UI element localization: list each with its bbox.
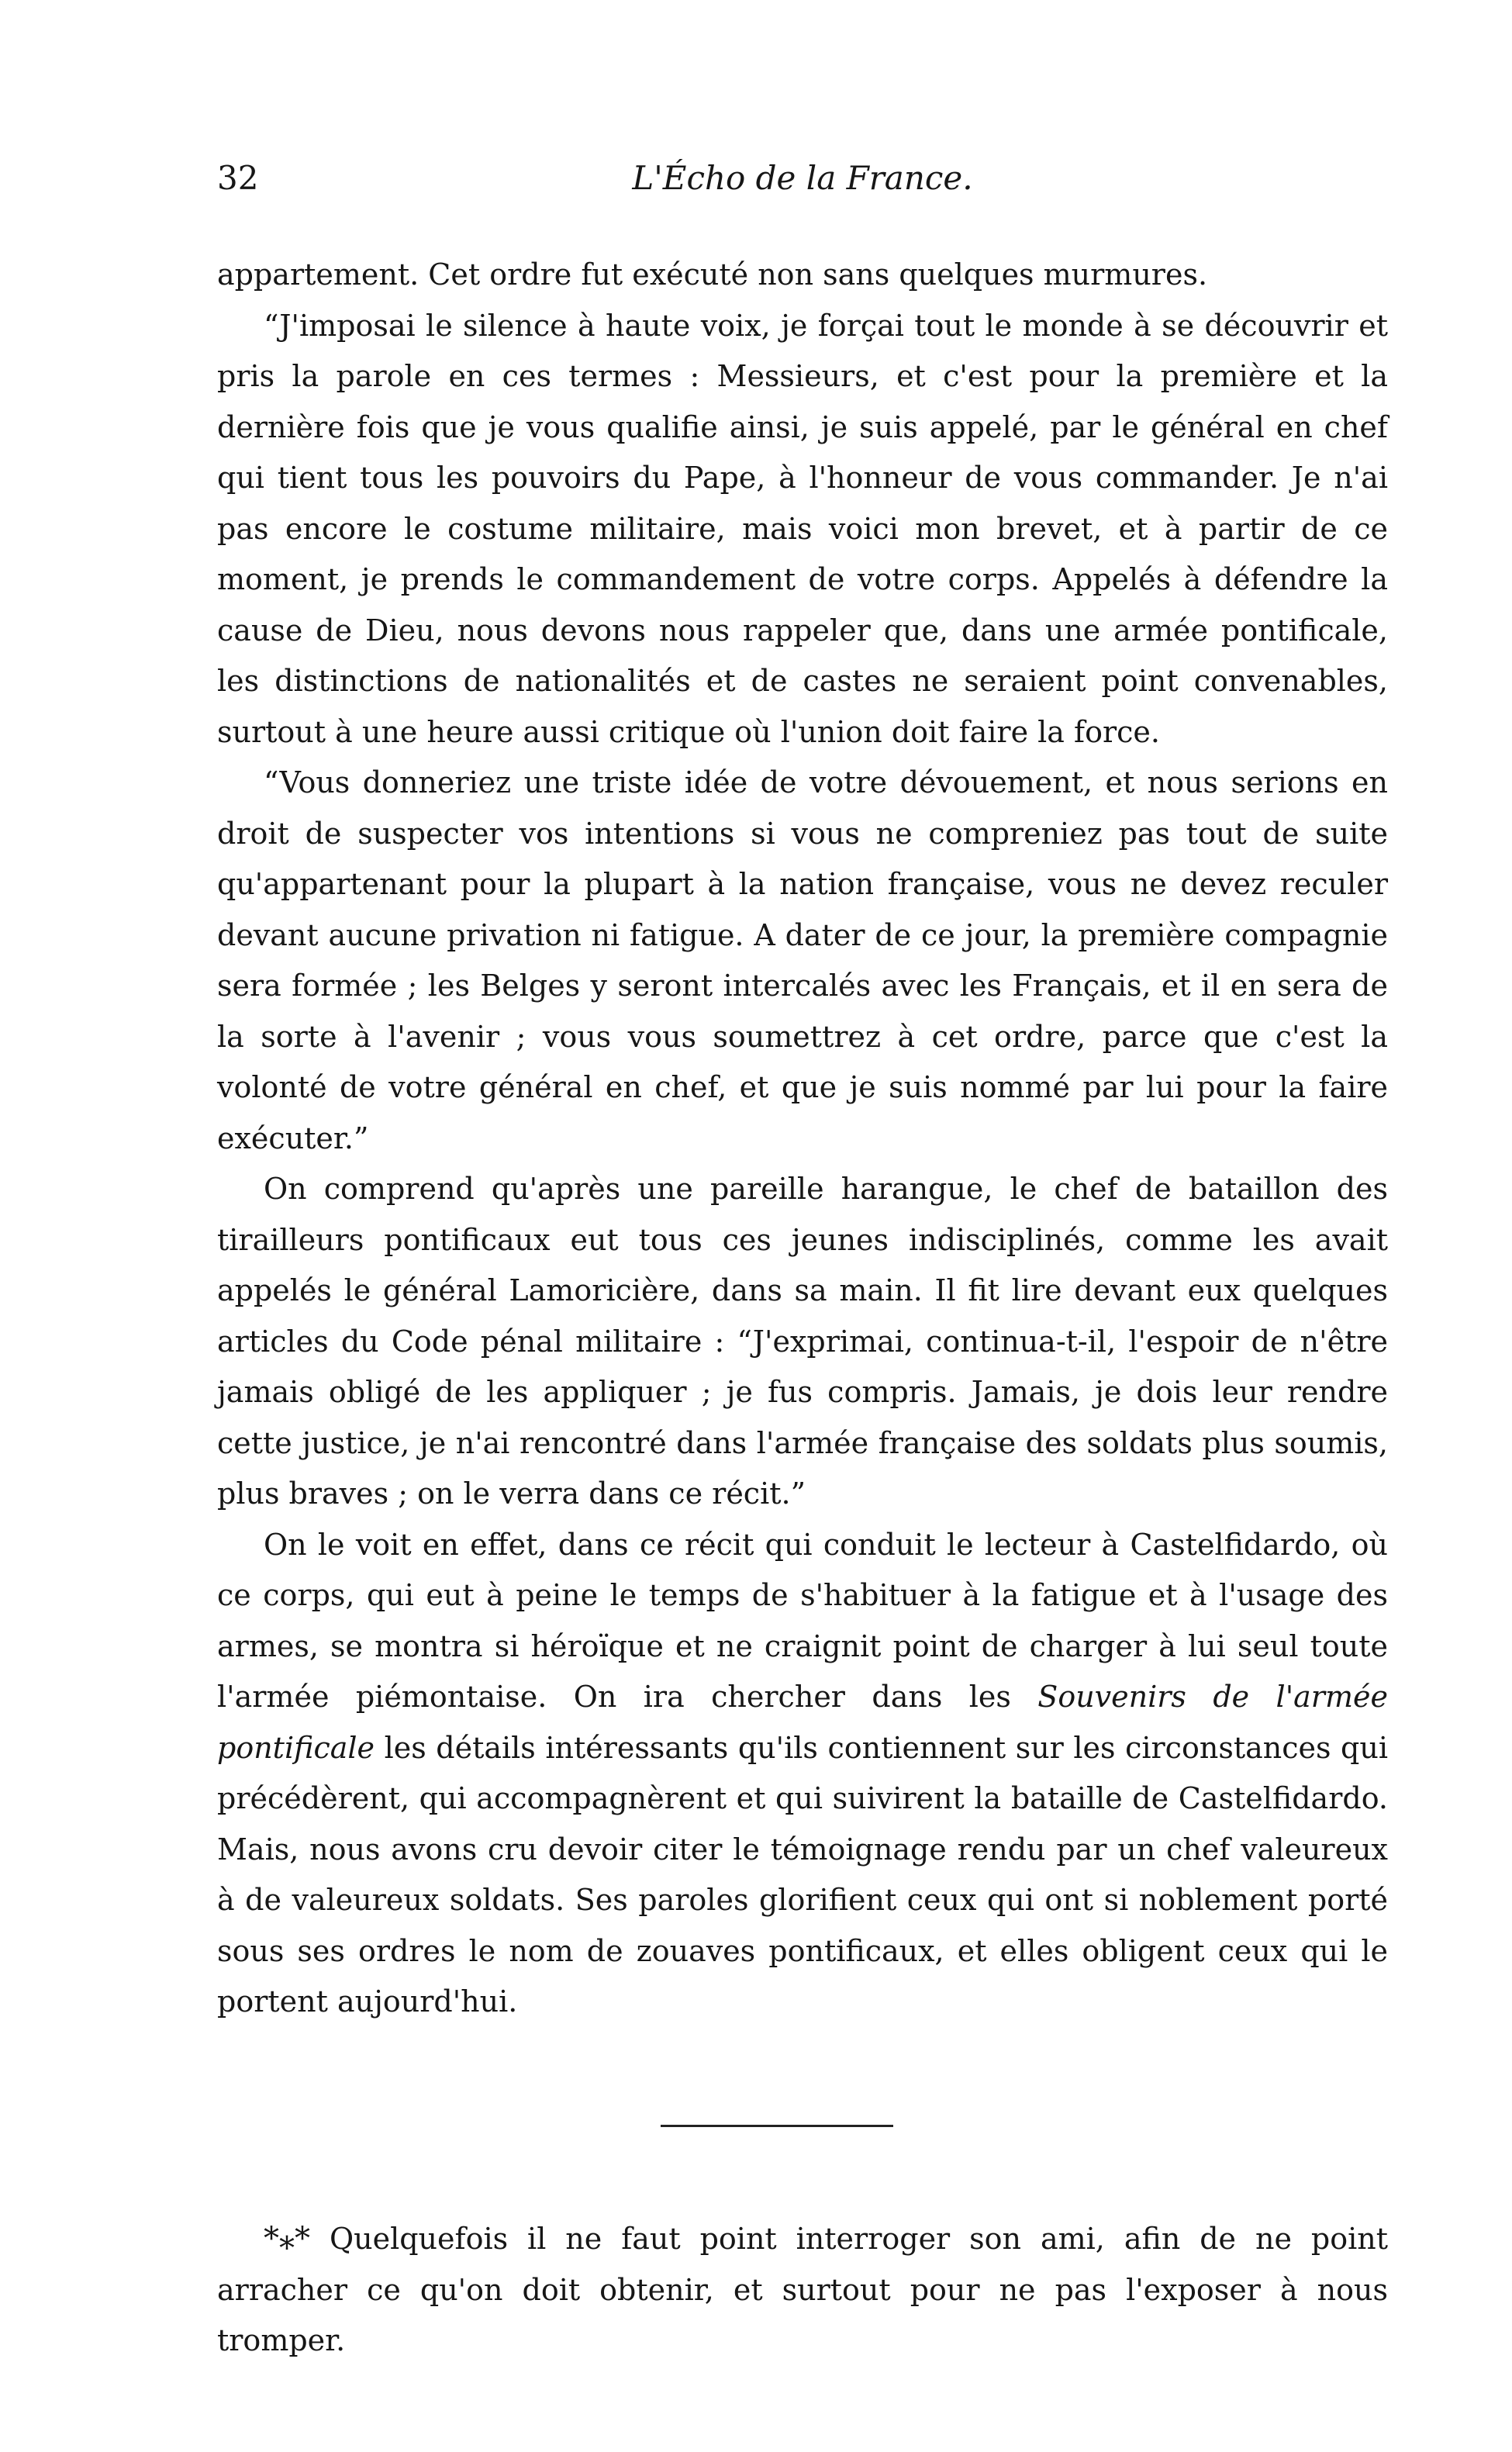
paragraph-continuation: appartement. Cet ordre fut exécuté non sans quelques murmures.	[217, 257, 1208, 292]
running-title: L'Écho de la France.	[632, 159, 973, 197]
paragraph-speech-1: “J'imposai le silence à haute voix, je forçai tout le monde à se découvrir et pris la parole en ces termes : Messieurs, et c'est pour la première et la dernière fois que je vous qualifie ainsi, je suis appelé, par le général en chef qui tient tous les pouvoirs du Pape, à l'honneur de vous commander. Je n'ai pas encore le costume militaire, mais voici mon brevet, et à partir de ce moment, je prends le commandement de votre corps. Appelés à défendre la cause de Dieu, nous devons nous rappeler que, dans une armée pontificale, les distinctions de nationalités et de castes ne seraient point convenables, surtout à une heure aussi critique où l'union doit faire la force.	[217, 308, 1388, 749]
footnote	[217, 2214, 1388, 2367]
page-header	[217, 155, 1388, 202]
paragraph-castelfidardo	[217, 1520, 1388, 2028]
paragraph-speech-2: “Vous donneriez une triste idée de votre dévouement, et nous serions en droit de suspecter vos intentions si vous ne compreniez pas tout de suite qu'appartenant pour la plupart à la nation française, vous ne devez reculer devant aucune privation ni fatigue. A dater de ce jour, la première compagnie sera formée ; les Belges y seront intercalés avec les Français, et il en sera de la sorte à l'avenir ; vous vous soumettrez à cet ordre, parce que c'est la volonté de votre général en chef, et que je suis nommé par lui pour la faire exécuter.”	[217, 765, 1388, 1155]
paragraph-castelfidardo-part-2: les détails intéressants qu'ils contiennent sur les circonstances qui précédèrent, qui accompagnèrent et qui suivirent la bataille de Castelfidardo. Mais, nous avons cru devoir citer le témoignage rendu par un chef valeureux à de valeureux soldats. Ses paroles glorifient ceux qui ont si noblement porté sous ses ordres le nom de zouaves pontificaux, et elles obligent ceux qui le portent aujourd'hui.	[217, 1730, 1388, 2019]
footnote-divider	[661, 2125, 893, 2127]
footnote-text: Quelquefois il ne faut point interroger son ami, afin de ne point arracher ce qu'on doit obtenir, et surtout pour ne pas l'exposer à nous tromper.	[217, 2222, 1388, 2357]
book-title-souvenirs: Souvenirs de l'armée pontificale	[217, 1680, 1388, 1765]
asterism-mark: *⁎*	[264, 2221, 310, 2257]
paragraph-castelfidardo-part-1: On le voit en effet, dans ce récit qui conduit le lecteur à Castelfidardo, où ce corps, qui eut à peine le temps de s'habituer à la fatigue et à l'usage des armes, se montra si héroïque et ne craignit point de charger à lui seul toute l'armée piémontaise. On ira chercher dans les	[217, 1527, 1388, 1714]
main-text	[217, 250, 1388, 2028]
paragraph-harangue: On comprend qu'après une pareille harangue, le chef de bataillon des tirailleurs pontificaux eut tous ces jeunes indisciplinés, comme les avait appelés le général Lamoricière, dans sa main. Il fit lire devant eux quelques articles du Code pénal militaire : “J'exprimai, continua-t-il, l'espoir de n'être jamais obligé de les appliquer ; je fus compris. Jamais, je dois leur rendre cette justice, je n'ai rencontré dans l'armée française des soldats plus soumis, plus braves ; on le verra dans ce récit.”	[217, 1172, 1388, 1511]
page-number: 32	[217, 159, 259, 197]
